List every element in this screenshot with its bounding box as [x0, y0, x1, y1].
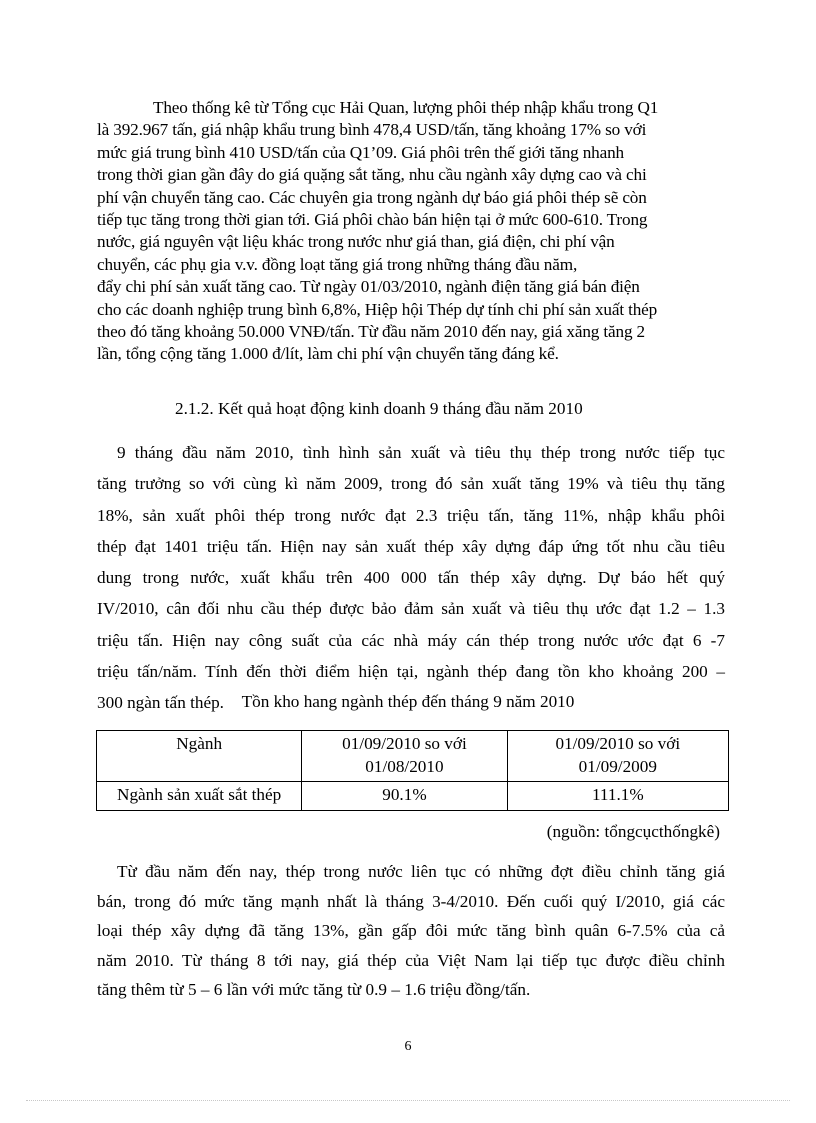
page-number: 6 — [404, 1039, 412, 1054]
table-cell: 111.1% — [507, 782, 728, 811]
table-header-row — [97, 731, 729, 782]
text-line: tăng trưởng so với cùng kì năm 2009, trong đó sản xuất tăng 19% và tiêu thụ tăng — [97, 474, 725, 494]
text-line: IV/2010, cân đối nhu cầu thép được bảo đảm sản xuất và tiêu thụ ước đạt 1.2 – 1.3 — [97, 599, 725, 619]
header-cell-vs-aug-2010 — [302, 731, 507, 782]
paragraph-price-adjustments — [97, 857, 725, 1005]
text-line: mức giá trung bình 410 USD/tấn của Q1’09. Giá phôi trên thế giới tăng nhanh — [97, 142, 624, 162]
header-text: 01/09/2009 — [578, 756, 657, 776]
text-line: 18%, sản xuất phôi thép trong nước đạt 2.3 triệu tấn, tăng 11%, nhập khẩu phôi — [97, 505, 725, 525]
text-line: tăng thêm từ 5 – 6 lần với mức tăng từ 0.9 – 1.6 triệu đồng/tấn. — [97, 980, 531, 999]
text-line: triệu tấn. Hiện nay công suất của các nhà máy cán thép trong nước ước đạt 6 -7 — [97, 630, 725, 650]
text-line: chuyển, các phụ gia v.v. đồng loạt tăng giá trong những tháng đầu năm, — [97, 254, 578, 274]
text-line: nước, giá nguyên vật liệu khác trong nước như giá than, giá điện, chi phí vận — [97, 232, 615, 252]
text-line: theo đó tăng khoảng 50.000 VNĐ/tấn. Từ đầu năm 2010 đến nay, giá xăng tăng 2 — [97, 322, 645, 342]
table-source-note: (nguồn: tổngcụcthốngkê) — [546, 822, 720, 841]
table-caption: Tồn kho hang ngành thép đến tháng 9 năm 2010 — [241, 692, 575, 711]
text-line: bán, trong đó mức tăng mạnh nhất là tháng 3-4/2010. Đến cuối quý I/2010, giá các — [97, 891, 725, 911]
text-line: dung trong nước, xuất khẩu trên 400 000 tấn thép xây dựng. Dự báo hết quý — [97, 568, 725, 588]
text-line: tiếp tục tăng trong thời gian tới. Giá phôi chào bán hiện tại ở mức 600-610. Trong — [97, 210, 648, 230]
text-line: trong thời gian gần đây do giá quặng sắt tăng, nhu cầu ngành xây dựng cao và chi — [97, 165, 647, 185]
text-line: lần, tổng cộng tăng 1.000 đ/lít, làm chi phí vận chuyển tăng đáng kể. — [97, 344, 559, 364]
footer-divider — [26, 1100, 790, 1101]
header-text: 01/09/2010 so với — [555, 734, 681, 753]
text-line: Từ đầu năm đến nay, thép trong nước liên tục có những đợt điều chỉnh tăng giá — [117, 862, 725, 881]
header-text: Ngành — [176, 734, 223, 753]
header-text: 01/09/2010 so với — [342, 734, 467, 753]
text-line: năm 2010. Từ tháng 8 tới nay, giá thép của Việt Nam lại tiếp tục được điều chỉnh — [97, 950, 725, 970]
text-line: phí vận chuyển tăng cao. Các chuyên gia trong ngành dự báo giá phôi thép sẽ còn — [97, 187, 647, 207]
text-line: loại thép xây dựng đã tăng 13%, gần gấp đôi mức tăng bình quân 6-7.5% của cả — [97, 921, 725, 940]
text-line: triệu tấn/năm. Tính đến thời điểm hiện tại, ngành thép đang tồn kho khoảng 200 – — [97, 662, 725, 682]
table-row — [97, 782, 729, 811]
section-heading: 2.1.2. Kết quả hoạt động kinh doanh 9 tháng đầu năm 2010 — [175, 399, 583, 418]
table-cell: 90.1% — [302, 782, 507, 811]
text-line: 9 tháng đầu năm 2010, tình hình sản xuất và tiêu thụ thép trong nước tiếp tục — [117, 443, 725, 462]
paragraph-nine-month-results — [97, 437, 725, 719]
header-cell-sector — [97, 731, 302, 782]
text-line: 300 ngàn tấn thép. — [97, 693, 224, 713]
text-line: Theo thống kê từ Tổng cục Hải Quan, lượng phôi thép nhập khẩu trong Q1 — [153, 98, 659, 117]
inventory-table — [96, 730, 729, 811]
header-text: 01/08/2010 — [365, 756, 444, 776]
text-line: thép đạt 1401 triệu tấn. Hiện nay sản xuất thép xây dựng đáp ứng tốt nhu cầu tiêu — [97, 536, 725, 556]
text-line: cho các doanh nghiệp trung bình 6,8%, Hiệp hội Thép dự tính chi phí sản xuất thép — [97, 299, 658, 319]
header-cell-vs-sep-2009 — [507, 731, 728, 782]
paragraph-steel-billet-imports — [97, 97, 725, 366]
text-line: là 392.967 tấn, giá nhập khẩu trung bình 478,4 USD/tấn, tăng khoảng 17% so với — [97, 120, 647, 140]
table-cell: Ngành sản xuất sắt thép — [97, 782, 302, 811]
text-line: đẩy chi phí sản xuất tăng cao. Từ ngày 01/03/2010, ngành điện tăng giá bán điện — [97, 277, 640, 297]
